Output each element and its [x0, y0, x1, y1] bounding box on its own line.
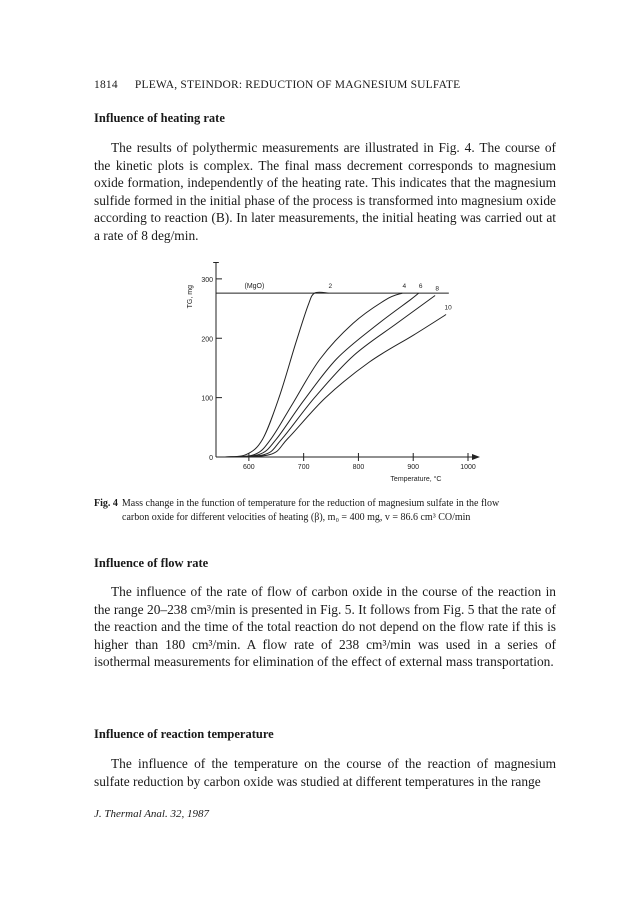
y-tick-label: 0	[209, 455, 213, 462]
page-number: 1814	[94, 79, 118, 91]
x-tick-label: 800	[352, 464, 365, 471]
figure-caption	[94, 497, 556, 524]
series-label-10: 10	[444, 304, 452, 312]
y-axis-label: TG, mg	[187, 285, 194, 309]
series-label-2: 2	[328, 283, 333, 291]
paragraph-flow-rate: The influence of the rate of flow of carbon oxide in the course of the reaction in the range 20–238 cm³/min is presented in Fig. 5. It follows from Fig. 5 that the rate of the reaction and the time of the total reaction do not depend on the flow rate if this is higher than 180 cm³/min. A flow rate of 238 cm³/min was used in a series of isothermal measurements for elimination of the effect of external mass transportation.	[94, 584, 556, 669]
running-header	[94, 79, 460, 91]
x-tick-label: 700	[297, 464, 310, 471]
series-label-6: 6	[418, 283, 423, 291]
plateau-label: (MgO)	[244, 283, 265, 291]
series-line-10	[224, 315, 446, 458]
chart-curves	[224, 292, 446, 457]
series-line-4	[224, 293, 402, 457]
x-tick-label: 600	[243, 464, 255, 471]
caption-line-1: Mass change in the function of temperature for the reduction of magnesium sulfate in the flow	[121, 498, 500, 509]
y-tick-label: 300	[201, 276, 213, 284]
x-axis-label: Temperature, °C	[390, 476, 442, 483]
figure-label: Fig. 4	[94, 498, 118, 509]
running-title: PLEWA, STEINDOR: REDUCTION OF MAGNESIUM SULFATE	[134, 79, 461, 91]
x-tick-label: 900	[407, 464, 420, 471]
y-tick-label: 200	[201, 336, 213, 344]
x-tick-label: 1000	[460, 464, 476, 471]
paragraph-reaction-temperature: The influence of the temperature on the course of the reaction of magnesium sulfate reduction by carbon oxide was studied at different temperatures in the range	[94, 756, 556, 789]
caption-line-2: carbon oxide for different velocities of heating (β), m₀ = 400 mg, v = 86.6 cm³ CO/min	[122, 511, 471, 523]
section-heading-flow-rate: Influence of flow rate	[94, 556, 209, 570]
y-tick-label: 100	[201, 395, 213, 403]
y-axis-arrow	[213, 262, 219, 263]
series-line-2	[224, 292, 328, 457]
series-label-8: 8	[435, 285, 439, 293]
chart-axes	[213, 262, 480, 461]
series-line-8	[224, 296, 435, 458]
chart-labels	[187, 277, 476, 483]
journal-footer: J. Thermal Anal. 32, 1987	[94, 808, 209, 820]
section-heading-reaction-temperature: Influence of reaction temperature	[94, 727, 274, 741]
section-heading-heating-rate: Influence of heating rate	[94, 111, 225, 125]
series-line-6	[224, 293, 419, 457]
x-axis-arrow	[472, 454, 480, 460]
series-label-4: 4	[402, 283, 407, 291]
tg-temperature-chart	[180, 262, 490, 488]
paragraph-heating-rate: The results of polythermic measurements are illustrated in Fig. 4. The course of the kinetic plots is complex. The final mass decrement corresponds to magnesium oxide formation, independently of the heating rate. This indicates that the magnesium sulfide formed in the initial phase of the process is transformed into magnesium oxide according to reaction (B). In later measurements, the initial heating was carried out at a rate of 8 deg/min.	[94, 140, 556, 243]
